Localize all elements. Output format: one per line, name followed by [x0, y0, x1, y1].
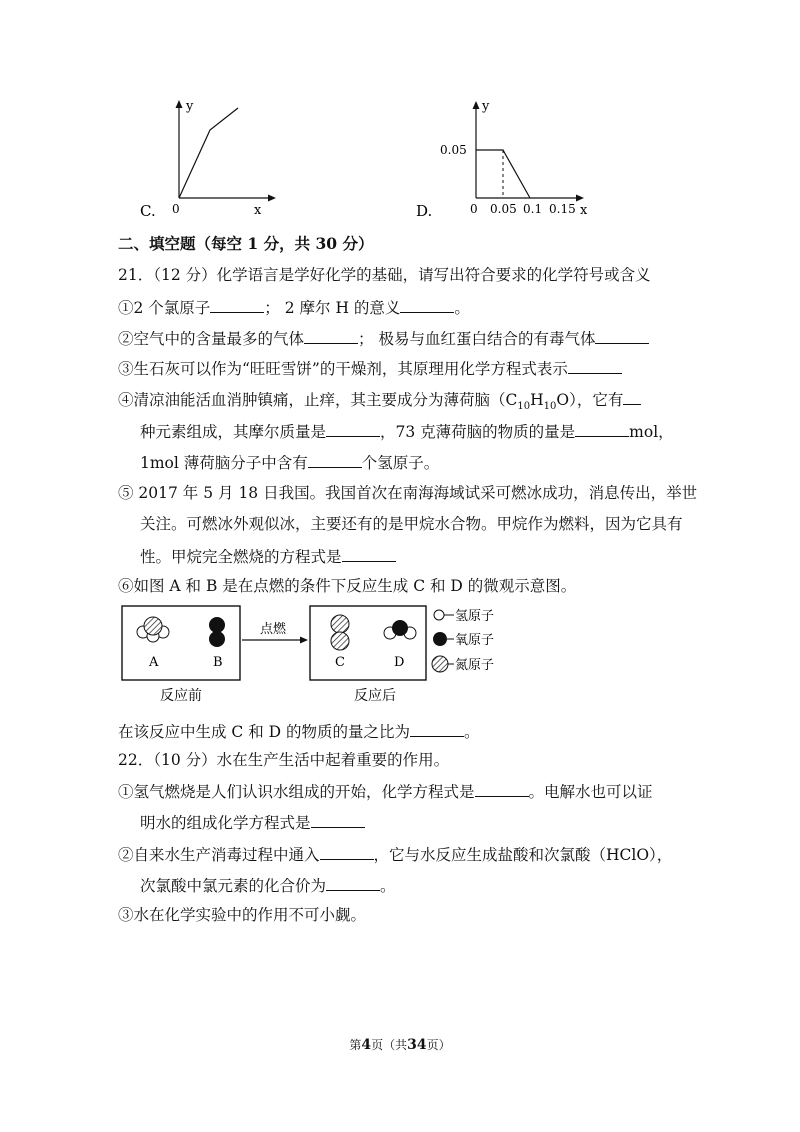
- text: 1mol 薄荷脑分子中含有: [140, 454, 308, 472]
- label-b: B: [213, 655, 223, 670]
- legend-nitrogen: [432, 656, 494, 673]
- q22-line-4: [140, 874, 396, 896]
- x-axis-label: x: [254, 203, 262, 218]
- x-axis-arrow: [576, 195, 584, 202]
- legend-label: 氢原子: [455, 609, 495, 624]
- text: ； 2 摩尔 H 的意义: [264, 299, 401, 317]
- answer-blank[interactable]: [326, 874, 380, 891]
- q21-line-10: ⑥如图 A 和 B 是在点燃的条件下反应生成 C 和 D 的微观示意图。: [118, 577, 577, 595]
- q22-line-2: [140, 811, 365, 833]
- x-axis-arrow: [268, 195, 276, 202]
- page-total: 34: [407, 1037, 427, 1053]
- q21-line-5: [140, 420, 674, 442]
- answer-blank[interactable]: [210, 296, 264, 313]
- answer-blank[interactable]: [342, 545, 396, 562]
- footer-text: 第: [349, 1038, 362, 1052]
- footer-text: 页）: [426, 1038, 451, 1052]
- subscript: 10: [517, 401, 531, 413]
- q21-line-8: 关注。可燃冰外观似冰，主要还有的是甲烷水合物。甲烷作为燃料，因为它具有: [140, 515, 683, 533]
- molecule-c: [331, 615, 349, 650]
- text: ①氢气燃烧是人们认识水组成的开始，化学方程式是: [118, 783, 475, 801]
- answer-blank[interactable]: [568, 357, 622, 374]
- text: 种元素组成，其摩尔质量是: [140, 423, 327, 441]
- text: ②空气中的含量最多的气体: [118, 330, 305, 348]
- origin-label: 0: [470, 202, 478, 216]
- legend-label: 氮原子: [455, 658, 495, 673]
- q21-line-9: [140, 545, 396, 567]
- answer-blank[interactable]: [320, 843, 374, 860]
- text: 。: [454, 299, 470, 317]
- text: ，73 克薄荷脑的物质的量是: [380, 423, 576, 441]
- text: O），它有: [556, 391, 624, 409]
- text: ； 极易与血红蛋白结合的有毒气体: [358, 330, 596, 348]
- reaction-diagram: [118, 602, 558, 708]
- legend-oxygen: [433, 632, 494, 648]
- answer-blank[interactable]: [326, 420, 380, 437]
- molecule-b: [209, 617, 225, 647]
- after-box: [310, 606, 426, 680]
- q21-line-1: [118, 296, 470, 318]
- section-title: 二、填空题（每空 1 分，共 30 分）: [118, 234, 374, 253]
- answer-blank[interactable]: [475, 780, 529, 797]
- text: ①2 个氯原子: [118, 299, 211, 317]
- text: 性。甲烷完全燃烧的方程式是: [140, 548, 342, 566]
- q22-line-5: ③水在化学实验中的作用不可小觑。: [118, 906, 367, 924]
- y-axis-arrow: [473, 101, 480, 109]
- q21-line-6: [140, 451, 439, 473]
- text: 在该反应中生成 C 和 D 的物质的量之比为: [118, 723, 410, 741]
- answer-blank[interactable]: [410, 720, 464, 737]
- after-caption: 反应后: [354, 688, 396, 704]
- option-c-label: C.: [140, 202, 156, 220]
- arrow-label: 点燃: [260, 622, 287, 637]
- origin-label: 0: [172, 202, 180, 216]
- molecule-a: [137, 617, 169, 642]
- q21-line-3: [118, 357, 622, 379]
- answer-blank[interactable]: [575, 420, 629, 437]
- answer-blank[interactable]: [308, 451, 362, 468]
- x-tick-label: 0.15: [549, 202, 576, 216]
- q21-intro: 21．（12 分）化学语言是学好化学的基础，请写出符合要求的化学符号或含义: [118, 266, 651, 284]
- molecule-d: [384, 620, 416, 639]
- curve-line: [179, 108, 238, 198]
- footer-text: 页（共: [371, 1038, 408, 1052]
- x-axis-label: x: [580, 203, 588, 218]
- text: ，它与水反应生成盐酸和次氯酸（HClO），: [373, 846, 673, 864]
- y-tick-label: 0.05: [440, 143, 467, 157]
- text: ②自来水生产消毒过程中通入: [118, 846, 320, 864]
- label-d: D: [394, 655, 405, 670]
- subscript: 10: [543, 401, 557, 413]
- answer-blank[interactable]: [400, 296, 454, 313]
- text: ④清凉油能活血消肿镇痛，止痒，其主要成分为薄荷脑（C: [118, 391, 518, 409]
- q21-line-7: ⑤ 2017 年 5 月 18 日我国。我国首次在南海海域试采可燃冰成功，消息传出，举世: [118, 484, 698, 502]
- text: H: [530, 391, 544, 409]
- legend-label: 氧原子: [455, 633, 495, 648]
- reaction-arrow-head: [300, 637, 308, 644]
- text: 次氯酸中氯元素的化合价为: [140, 877, 327, 895]
- q22-line-1: [118, 780, 653, 802]
- q22-intro: 22．（10 分）水在生产生活中起着重要的作用。: [118, 751, 450, 769]
- answer-blank[interactable]: [311, 811, 365, 828]
- before-caption: 反应前: [160, 688, 202, 704]
- y-axis-label: y: [186, 99, 194, 114]
- y-axis-label: y: [482, 99, 490, 114]
- label-c: C: [335, 655, 345, 670]
- q21-line-2: [118, 327, 649, 349]
- x-tick-label: 0.05: [490, 202, 517, 216]
- text: 个氢原子。: [361, 454, 440, 472]
- text: 。: [380, 877, 396, 895]
- label-a: A: [149, 655, 159, 670]
- q22-line-3: [118, 843, 672, 865]
- page-number: 4: [361, 1037, 372, 1053]
- option-d-label: D.: [416, 202, 433, 220]
- text: 。电解水也可以证: [528, 783, 653, 801]
- text: 明水的组成化学方程式是: [140, 814, 311, 832]
- y-axis-arrow: [176, 100, 183, 108]
- text: 。: [464, 723, 480, 741]
- legend-hydrogen: [434, 609, 494, 624]
- x-tick-label: 0.1: [523, 202, 543, 216]
- q21-line-11: [118, 720, 480, 742]
- graph-c: [130, 96, 290, 224]
- answer-blank[interactable]: [304, 327, 358, 344]
- text: ③生石灰可以作为“旺旺雪饼”的干燥剂，其原理用化学方程式表示: [118, 360, 568, 378]
- text: mol，: [629, 423, 674, 441]
- page-footer: [0, 1036, 800, 1053]
- graph-d: [410, 96, 600, 224]
- q21-line-4: [118, 388, 641, 417]
- answer-blank[interactable]: [595, 327, 649, 344]
- answer-blank[interactable]: [623, 388, 641, 405]
